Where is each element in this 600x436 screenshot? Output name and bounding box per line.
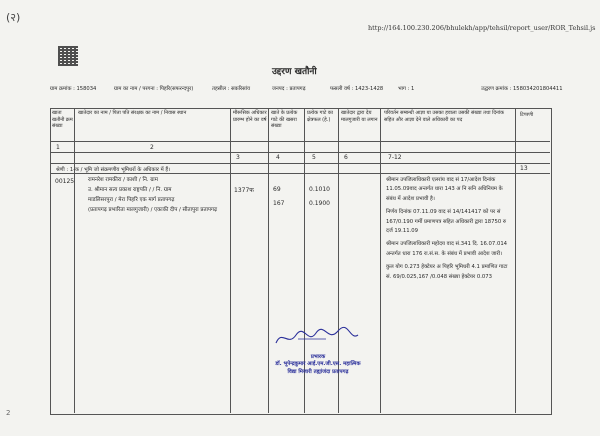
header-remarks: टिप्पणी <box>520 112 534 118</box>
remark-paragraph: निर्णय दिनांक 07.11.09 वाद सं 14/141417 को पर सं 167/0.190 गर्मी प्रमाणपत्र सहित अधिकारी द्वारा 18750 रु दर्ज 19.11.09 <box>386 209 507 235</box>
official-stamp <box>258 354 378 376</box>
owner-line: (प्रतापगढ़ प्रभारिता मालगुजारी) / एकाकी दीप / सीतापुरा प्रतापगढ़ <box>88 207 218 213</box>
header-khata: खाता खतौनी क्रम संख्या <box>52 110 73 129</box>
remark-paragraph: कुल योग 0.273 हेक्टेयर अ पिहरि भूमिधरी 4.1 प्रमाणित गाटा सं. 69/0.025,167 /0.048 संख्या हेक्टेयर 0.073 <box>386 264 508 280</box>
remark-paragraph: श्रीमान उपजिलाधिकारी महोदय वाद सं.341 दि. 16.07.014 अन्तर्गत धारा 176 रा.सं.स. के संबंध में प्रभावी आदेश जारी। <box>386 241 508 257</box>
category-row: श्रेणी : 1-क / भूमि जो संक्रमणीय भूमिधरों के अधिकार में हैं। <box>56 167 171 173</box>
owner-line: रामनरेश रामकीरा / काशी / नि. ग्राम <box>88 177 158 183</box>
stamp-line: प्रभारक <box>310 354 326 360</box>
col-number: 7-12 <box>388 154 402 161</box>
header-owner: खातेदार का नाम / पिता पति संरक्षक का नाम / निवास स्थान <box>78 110 187 116</box>
stamp-line: डॉ. भूपेन्द्रकुमार आई.एम.जी.एस. महात्मिक <box>275 361 361 368</box>
header-year: मौरूसिक अधिकार प्रारम्भ होने का वर्ष <box>233 110 267 123</box>
meta-fasli: फसली वर्ष : 1423-1428 <box>330 86 384 92</box>
stamp-line: विद्या मिजारी तह्यांजंदा प्रतापगढ़ <box>287 368 349 375</box>
remark-paragraph: श्रीमान उपजिलाधिकारी एलरांय वाद सं 17/आदेश दिनांक 11.05.09वाद अन्तर्गत धारा 143 अ नि सनि अधिनियम के संबंध में आदेश प्रभावी है। <box>386 177 503 202</box>
header-rent: खातेदार द्वारा देय मालगुजारी या लगान <box>341 110 378 123</box>
col-number: 2 <box>150 144 154 151</box>
meta-khata: ग्राम क्रमांक : 158034 <box>50 86 97 92</box>
meta-bhag: भाग : 1 <box>398 86 415 92</box>
col-number: 6 <box>344 154 348 161</box>
meta-district: जनपद : प्रतापगढ़ <box>272 86 306 92</box>
owner-line: माडलिसरपुरा / मेरा पिहरि एक मार्ग प्रतापगढ़ <box>88 197 175 203</box>
khata-number: 00125 <box>55 178 75 185</box>
meta-tehsil: तहसील : सकरिसांय <box>212 86 250 92</box>
signature <box>268 325 364 351</box>
gata-value: 167 <box>273 200 285 207</box>
source-url: http://164.100.230.206/bhulekh/app/tehsil/report_user/ROR_Tehsil.js <box>368 24 596 32</box>
col-number: 13 <box>520 165 528 172</box>
owner-line: उ. श्रीमान सत्य प्रकाश राष्ट्रपति / / नि. ग्राम <box>88 187 172 193</box>
year-value: 1377फ <box>234 187 254 194</box>
area-value: 0.1010 <box>309 186 330 193</box>
col-number: 3 <box>236 154 240 161</box>
header-orders: परिवर्तन सम्बन्धी आज्ञा या उसका हवाला उसकी संख्या तथा दिनांक सहित और आज्ञा देने वाले अधिकारी का पद <box>384 110 504 123</box>
area-value: 0.1900 <box>309 200 330 207</box>
col-number: 4 <box>276 154 280 161</box>
col-number: 1 <box>56 144 60 151</box>
meta-village: ग्राम का नाम / परगना : पिहरि(सफरन्दपुर) <box>114 86 194 92</box>
owner-details <box>88 175 230 215</box>
page-title: उद्दरण खतौनी <box>272 67 317 77</box>
order-remarks <box>386 176 511 286</box>
qr-code-icon <box>58 46 78 66</box>
header-area: प्रत्येक गाटे का क्षेत्रफल (हे.) <box>307 110 333 123</box>
header-gata: खाते के प्रत्येक गाटे की खसरा संख्या <box>271 110 298 129</box>
corner-mark: (२) <box>6 11 21 24</box>
gata-value: 69 <box>273 186 281 193</box>
col-number: 5 <box>312 154 316 161</box>
meta-uddharan: उद्धरण क्रमांक : 158034201804411 <box>481 86 563 92</box>
page-number: 2 <box>6 409 11 417</box>
